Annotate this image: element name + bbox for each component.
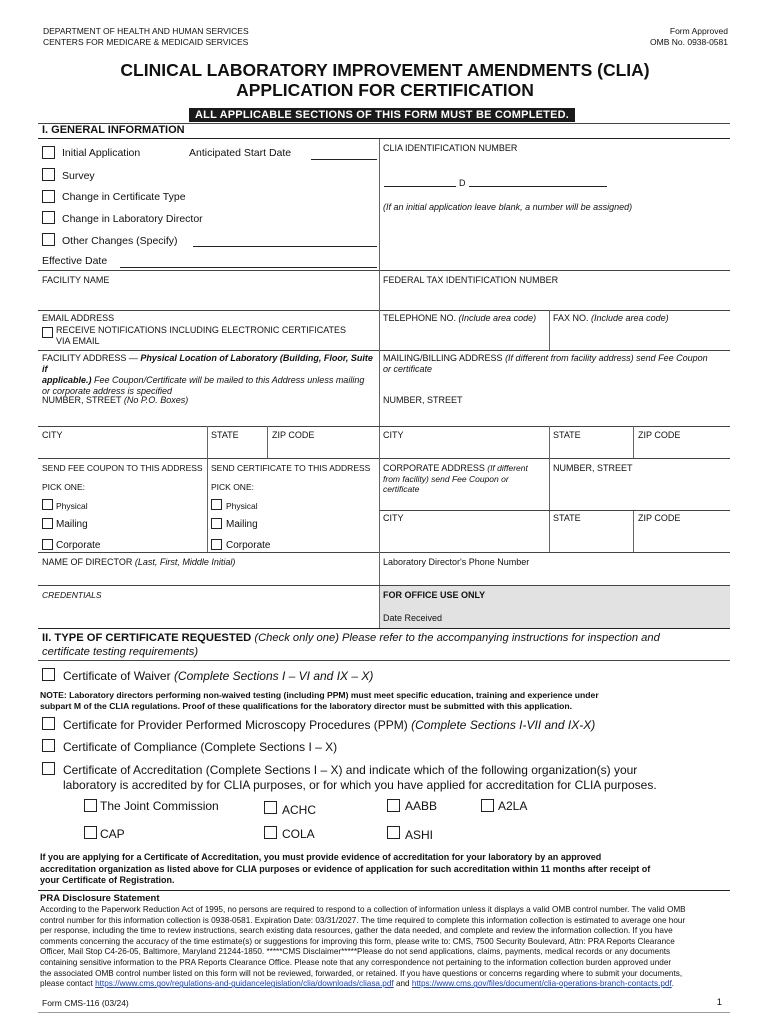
section-1-heading: I. GENERAL INFORMATION	[42, 124, 185, 136]
divider	[633, 426, 634, 458]
director-phone-label: Laboratory Director's Phone Number	[383, 557, 530, 567]
title-line-2: APPLICATION FOR CERTIFICATION	[236, 80, 534, 100]
row-rule	[38, 270, 730, 271]
cert-corporate-label: Corporate	[226, 540, 271, 551]
title-line-1: CLINICAL LABORATORY IMPROVEMENT AMENDMENTS (CLIA)	[120, 60, 650, 80]
pra-line-3: per response, including the time to review instructions, search existing data resources, gather the data needed, and complete and review the information collection. If you have	[40, 926, 673, 936]
change-director-label: Change in Laboratory Director	[62, 213, 203, 225]
omb-number: OMB No. 0938-0581	[650, 37, 728, 47]
note-label: NOTE:	[40, 690, 67, 700]
pra-line-8	[40, 979, 735, 990]
dept-line-1: DEPARTMENT OF HEALTH AND HUMAN SERVICES	[43, 26, 249, 36]
cert-physical-checkbox[interactable]	[211, 499, 222, 510]
area-code-note: (Include area code)	[591, 313, 669, 323]
clia-id-prefix-field[interactable]	[384, 186, 456, 187]
waiver-text: Certificate of Waiver	[63, 669, 171, 683]
divider	[207, 458, 208, 552]
facility-address-note-2a: applicable.)	[42, 375, 92, 385]
a2la-label: A2LA	[498, 799, 528, 813]
fee-corporate-checkbox[interactable]	[42, 539, 53, 550]
achc-checkbox[interactable]	[264, 801, 277, 814]
pra-period: .	[671, 979, 675, 989]
footer-rule	[38, 1012, 730, 1013]
divider	[379, 458, 380, 552]
email-notification-checkbox[interactable]	[42, 327, 53, 338]
row-rule	[38, 310, 730, 311]
divider	[633, 510, 634, 552]
fee-physical-checkbox[interactable]	[42, 499, 53, 510]
accreditation-line-1: Certificate of Accreditation (Complete Sections I – X) and indicate which of the following organization(s) your	[63, 763, 638, 777]
clia-d-label: D	[459, 178, 466, 188]
ashi-label: ASHI	[405, 828, 434, 842]
page-number: 1	[716, 997, 722, 1008]
ppm-note: (Complete Sections I-VII and IX-X)	[411, 718, 596, 732]
change-certificate-checkbox[interactable]	[42, 190, 55, 203]
send-cert-label: SEND CERTIFICATE TO THIS ADDRESS	[211, 463, 371, 473]
clia-contacts-pdf-link[interactable]: https://www.cms.gov/files/document/clia-operations-branch-contacts.pdf	[411, 979, 672, 989]
cert-mailing-label: Mailing	[226, 519, 258, 530]
email-label: EMAIL ADDRESS	[42, 313, 115, 323]
cola-checkbox[interactable]	[264, 826, 277, 839]
section-2-end-rule	[38, 890, 730, 891]
corporate-note-1: (If different	[487, 463, 528, 473]
section-2-heading	[42, 631, 732, 659]
divider	[549, 310, 550, 350]
initial-application-label: Initial Application	[62, 147, 141, 159]
email-notification-line-1: RECEIVE NOTIFICATIONS INCLUDING ELECTRONIC CERTIFICATES	[56, 325, 347, 335]
cert-physical-label: Physical	[226, 501, 258, 511]
facility-name-label: FACILITY NAME	[42, 275, 110, 285]
ppm-text: Certificate for Provider Performed Microscopy Procedures (PPM)	[63, 718, 408, 732]
fax-label	[553, 313, 669, 324]
pra-statement	[40, 905, 735, 990]
office-use-label: FOR OFFICE USE ONLY	[383, 590, 486, 600]
corporate-street-label: NUMBER, STREET	[553, 463, 633, 473]
effective-date-field[interactable]	[120, 267, 377, 268]
fax-text: FAX NO.	[553, 313, 589, 323]
pra-line-2: control number for this information collection is 0938-0581. Expiration Date: 03/31/2027. The time required to complete this information collection is estimated to average one hour	[40, 915, 686, 925]
compliance-label: Certificate of Compliance (Complete Sections I – X)	[63, 740, 338, 754]
corporate-note-2: from facility) send Fee Coupon or	[383, 473, 509, 484]
other-changes-field[interactable]	[193, 246, 377, 247]
row-rule	[38, 350, 730, 351]
credentials-label: CREDENTIALS	[42, 590, 102, 600]
corporate-city-label: CITY	[383, 513, 404, 523]
effective-date-label: Effective Date	[42, 255, 108, 267]
facility-address-note-3: or corporate address is specified	[42, 386, 173, 396]
ppm-checkbox[interactable]	[42, 717, 55, 730]
mailing-city-label: CITY	[383, 430, 404, 440]
section-1-rule	[38, 138, 730, 139]
fee-pick-one-label: PICK ONE:	[42, 482, 85, 492]
pra-line-6: containing sensitive information to the PRA Reports Clearance Office. Please note that any correspondence not pertaining to the information collection burden approved under	[40, 957, 672, 967]
row-rule	[379, 510, 730, 511]
telephone-text: TELEPHONE NO.	[383, 313, 457, 323]
change-certificate-label: Change in Certificate Type	[62, 191, 186, 203]
pra-line-7: the associated OMB control number listed on this form will not be reviewed, forwarded, or retained. If you have questions or concerns regarding where to submit your documents,	[40, 968, 683, 978]
mailing-address-label	[383, 353, 723, 375]
divider	[379, 350, 380, 458]
divider	[549, 426, 550, 458]
pra-heading: PRA Disclosure Statement	[40, 893, 160, 904]
anticipated-start-label: Anticipated Start Date	[189, 147, 292, 159]
other-changes-label: Other Changes (Specify)	[62, 235, 178, 247]
row-rule	[38, 458, 730, 459]
divider	[379, 139, 380, 270]
street-text: NUMBER, STREET	[42, 395, 122, 405]
fed-tax-id-label: FEDERAL TAX IDENTIFICATION NUMBER	[383, 275, 559, 285]
facility-address-text: FACILITY ADDRESS —	[42, 353, 138, 363]
director-name-text: NAME OF DIRECTOR	[42, 557, 133, 567]
section-1-end-rule	[38, 628, 730, 629]
achc-label: ACHC	[282, 803, 317, 817]
director-name-note: (Last, First, Middle Initial)	[134, 557, 236, 567]
divider	[379, 310, 380, 350]
joint-commission-checkbox[interactable]	[84, 799, 97, 812]
initial-application-checkbox[interactable]	[42, 146, 55, 159]
cap-label: CAP	[100, 827, 125, 841]
fee-mailing-checkbox[interactable]	[42, 518, 53, 529]
facility-zip-label: ZIP CODE	[272, 430, 315, 440]
accreditation-evidence-note	[40, 852, 735, 887]
director-note	[40, 690, 735, 711]
mailing-address-text: MAILING/BILLING ADDRESS	[383, 353, 503, 363]
pra-line-5: Officer, Mail Stop C4-26-05, Baltimore, Maryland 21244-1850. *****CMS Disclaimer*****Please do not send applications, claims, payments, medical records or any documents	[40, 947, 671, 957]
department-name	[43, 26, 249, 48]
fee-corporate-label: Corporate	[56, 540, 101, 551]
form-title	[0, 60, 770, 100]
email-notification-line-2: VIA EMAIL	[56, 336, 100, 346]
note-line-1: Laboratory directors performing non-waived testing (including PPM) must meet specific education, training and experience under	[69, 690, 599, 700]
compliance-checkbox[interactable]	[42, 739, 55, 752]
joint-commission-label: The Joint Commission	[100, 799, 219, 813]
ashi-checkbox[interactable]	[387, 826, 400, 839]
other-changes-checkbox[interactable]	[42, 233, 55, 246]
anticipated-start-date-field[interactable]	[311, 159, 377, 160]
form-approved: Form Approved	[669, 26, 728, 36]
date-received-label: Date Received	[383, 613, 443, 623]
corporate-address-text: CORPORATE ADDRESS	[383, 463, 485, 473]
cola-label: COLA	[282, 827, 315, 841]
pra-line-4: comments concerning the accuracy of the time estimate(s) or suggestions for improving this form, please write to: CMS, 7500 Security Boulevard, Attn: PRA Reports Clearance	[40, 936, 675, 946]
mailing-state-label: STATE	[553, 430, 581, 440]
corporate-zip-label: ZIP CODE	[638, 513, 681, 523]
section-2-title: II. TYPE OF CERTIFICATE REQUESTED	[42, 632, 252, 644]
divider	[267, 426, 268, 458]
accred-note-1: If you are applying for a Certificate of Accreditation, you must provide evidence of accreditation for your laboratory by an approved	[40, 852, 602, 862]
cert-pick-one-label: PICK ONE:	[211, 482, 254, 492]
cert-mailing-checkbox[interactable]	[211, 518, 222, 529]
survey-checkbox[interactable]	[42, 168, 55, 181]
corporate-note-3: certificate	[383, 484, 420, 494]
corporate-state-label: STATE	[553, 513, 581, 523]
omb-info	[650, 26, 728, 48]
pra-contact-text: please contact	[40, 979, 93, 989]
accreditation-label	[63, 763, 657, 793]
corporate-address-label	[383, 463, 548, 495]
mailing-note-1: (If different from facility address) send Fee Coupon	[505, 353, 708, 363]
director-name-label	[42, 557, 235, 568]
mailing-note-2: or certificate	[383, 364, 433, 374]
cert-corporate-checkbox[interactable]	[211, 539, 222, 550]
telephone-label	[383, 313, 536, 324]
accreditation-checkbox[interactable]	[42, 762, 55, 775]
accred-note-2: accreditation organization as listed above for CLIA purposes or evidence of application for such accreditation within 11 months after receipt of	[40, 863, 651, 874]
send-fee-label: SEND FEE COUPON TO THIS ADDRESS	[42, 463, 203, 473]
divider	[207, 426, 208, 458]
email-notification-label	[56, 325, 346, 347]
survey-label: Survey	[62, 170, 95, 182]
divider	[549, 458, 550, 552]
accred-note-3: your Certificate of Registration.	[40, 875, 175, 885]
facility-address-note-2b: Fee Coupon/Certificate will be mailed to this Address unless mailing	[94, 375, 365, 385]
facility-state-label: STATE	[211, 430, 239, 440]
a2la-checkbox[interactable]	[481, 799, 494, 812]
cliasa-pdf-link[interactable]: https://www.cms.gov/regulations-and-guidancelegislation/clia/downloads/cliasa.pdf	[95, 979, 394, 989]
section-2-rule	[38, 660, 730, 661]
section-2-note-2: certificate testing requirements)	[42, 646, 199, 658]
ppm-label	[63, 718, 595, 732]
aabb-label: AABB	[405, 799, 438, 813]
accreditation-line-2: laboratory is accredited by for CLIA purposes, or for which you have applied for accreditation for CLIA purposes.	[63, 778, 657, 792]
waiver-checkbox[interactable]	[42, 668, 55, 681]
clia-id-suffix-field[interactable]	[469, 186, 607, 187]
change-director-checkbox[interactable]	[42, 211, 55, 224]
area-code-note: (Include area code)	[458, 313, 537, 323]
fee-mailing-label: Mailing	[56, 519, 88, 530]
waiver-note: (Complete Sections I – VI and IX – X)	[173, 669, 374, 683]
form-id: Form CMS-116 (03/24)	[42, 998, 129, 1008]
row-rule	[38, 426, 730, 427]
aabb-checkbox[interactable]	[387, 799, 400, 812]
dept-line-2: CENTERS FOR MEDICARE & MEDICAID SERVICES	[43, 37, 249, 47]
clia-id-label: CLIA IDENTIFICATION NUMBER	[383, 143, 518, 153]
row-rule	[38, 552, 730, 553]
waiver-label	[63, 669, 373, 683]
facility-city-label: CITY	[42, 430, 63, 440]
no-po-note: (No P.O. Boxes)	[123, 395, 189, 405]
note-line-2: subpart M of the CLIA regulations. Proof of these qualifications for the laboratory director must be submitted with this application.	[40, 700, 573, 711]
cap-checkbox[interactable]	[84, 826, 97, 839]
pra-and-text: and	[395, 979, 410, 989]
mailing-street-label: NUMBER, STREET	[383, 395, 463, 405]
section-2-note-1: (Check only one) Please refer to the accompanying instructions for inspection and	[254, 632, 660, 644]
facility-street-label	[42, 395, 188, 406]
divider	[379, 270, 380, 310]
fee-physical-label: Physical	[56, 501, 88, 511]
mailing-zip-label: ZIP CODE	[638, 430, 681, 440]
pra-line-1: According to the Paperwork Reduction Act of 1995, no persons are required to respond to a collection of information unless it displays a valid OMB control number. The valid OMB	[40, 905, 686, 914]
facility-address-label	[42, 353, 378, 397]
clia-id-note: (If an initial application leave blank, a number will be assigned)	[383, 202, 633, 212]
completion-banner: ALL APPLICABLE SECTIONS OF THIS FORM MUST BE COMPLETED.	[189, 108, 575, 122]
facility-address-note-1: Physical Location of Laboratory (Building, Floor, Suite if	[42, 353, 373, 374]
